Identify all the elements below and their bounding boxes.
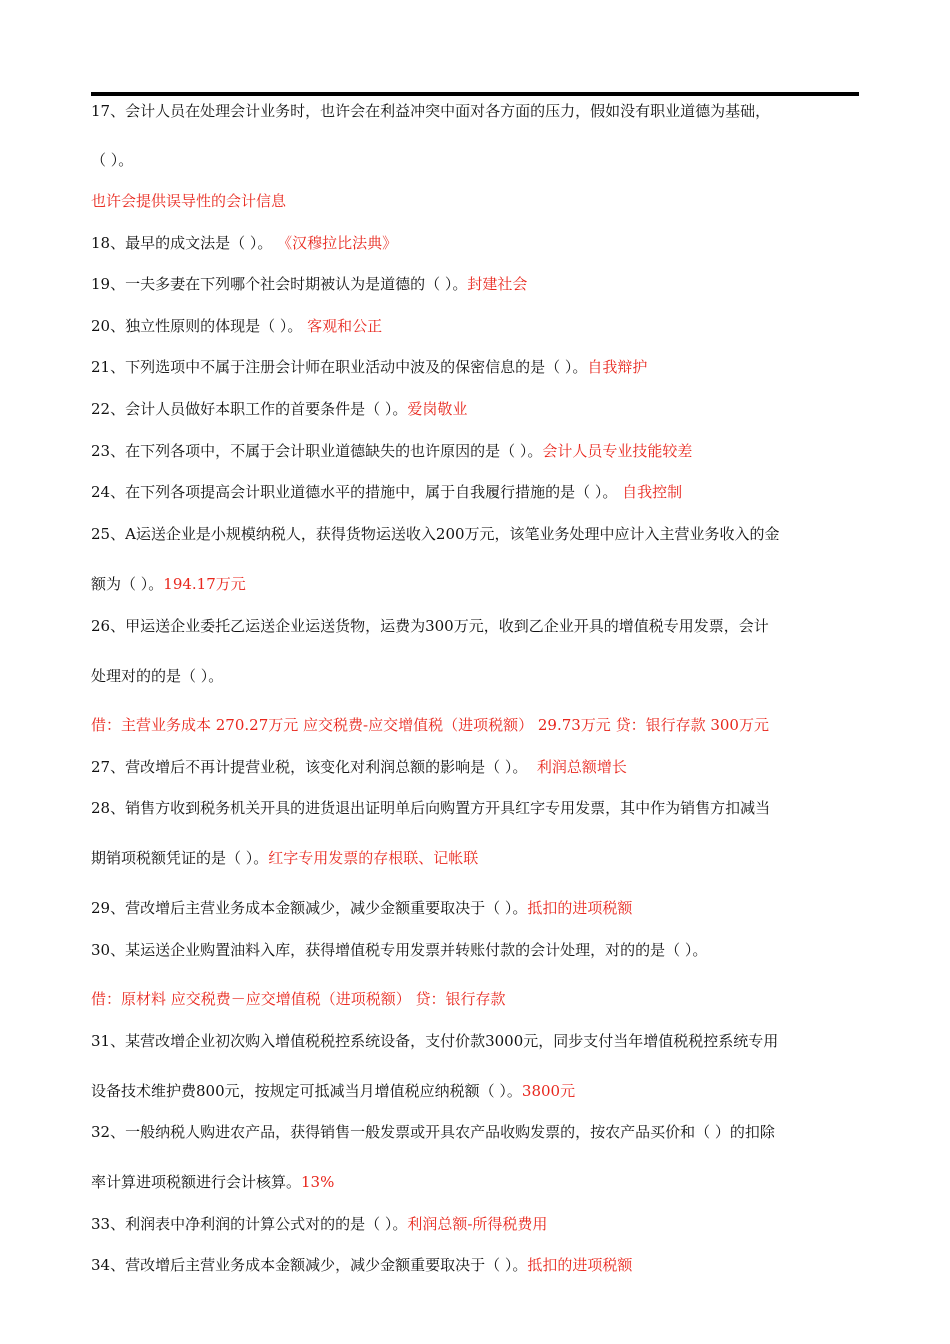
question-26 xyxy=(91,616,871,636)
question-24 xyxy=(91,482,871,502)
question-19 xyxy=(91,274,871,294)
question-17 xyxy=(91,101,871,121)
question-34 xyxy=(91,1255,871,1275)
answer-text: 13% xyxy=(301,1173,335,1191)
answer-text: 自我辩护 xyxy=(587,358,648,376)
answer-text: 194.17万元 xyxy=(163,575,246,593)
question-text: 29、营改增后主营业务成本金额减少，减少金额重要取决于（ ）。 xyxy=(91,899,528,917)
question-text: 率计算进项税额进行会计核算。 xyxy=(91,1173,302,1191)
question-text: 23、在下列各项中，不属于会计职业道德缺失的也许原因的是（ ）。 xyxy=(91,442,543,460)
question-text: 额为（ ）。 xyxy=(91,575,164,593)
answer-text: 《汉穆拉比法典》 xyxy=(277,234,398,252)
answer-text: 客观和公正 xyxy=(307,317,383,335)
question-31 xyxy=(91,1031,871,1051)
answer-text: 红字专用发票的存根联、记帐联 xyxy=(268,849,479,867)
question-text: 25、A运送企业是小规模纳税人，获得货物运送收入200万元，该笔业务处理中应计入主营业务收入的金 xyxy=(91,525,780,543)
question-text: 21、下列选项中不属于注册会计师在职业活动中波及的保密信息的是（ ）。 xyxy=(91,358,588,376)
answer-text: 封建社会 xyxy=(467,275,528,293)
question-25 xyxy=(91,524,871,544)
answer-30 xyxy=(91,989,871,1009)
answer-17 xyxy=(91,191,871,211)
question-text: 处理对的的是（ ）。 xyxy=(91,667,224,685)
answer-text: 自我控制 xyxy=(622,483,683,501)
question-text: 期销项税额凭证的是（ ）。 xyxy=(91,849,269,867)
question-text: 22、会计人员做好本职工作的首要条件是（ ）。 xyxy=(91,400,408,418)
answer-text: 借：主营业务成本 270.27万元 应交税费-应交增值税（进项税额） 29.73万元 贷：银行存款 300万元 xyxy=(91,716,769,734)
question-text: 设备技术维护费800元，按规定可抵减当月增值税应纳税额（ ）。 xyxy=(91,1082,522,1100)
question-text: 30、某运送企业购置油料入库，获得增值税专用发票并转账付款的会计处理，对的的是（ ）。 xyxy=(91,941,708,959)
question-text: 34、营改增后主营业务成本金额减少，减少金额重要取决于（ ）。 xyxy=(91,1256,528,1274)
question-text: 32、一般纳税人购进农产品，获得销售一般发票或开具农产品收购发票的，按农产品买价和（ ）的扣除 xyxy=(91,1123,775,1141)
question-text: 24、在下列各项提高会计职业道德水平的措施中，属于自我履行措施的是（ ）。 xyxy=(91,483,618,501)
question-18 xyxy=(91,233,871,253)
answer-text: 爱岗敬业 xyxy=(407,400,468,418)
question-28 xyxy=(91,798,871,818)
question-text: 18、最早的成文法是（ ）。 xyxy=(91,234,273,252)
question-21 xyxy=(91,357,871,377)
question-text: 17、会计人员在处理会计业务时，也许会在利益冲突中面对各方面的压力，假如没有职业道德为基础， xyxy=(91,102,771,120)
question-31-cont xyxy=(91,1081,871,1101)
question-28-cont xyxy=(91,848,871,868)
answer-text: 借：原材料 应交税费－应交增值税（进项税额） 贷：银行存款 xyxy=(91,990,506,1008)
answer-text: 利润总额增长 xyxy=(536,758,627,776)
question-text: 19、一夫多妻在下列哪个社会时期被认为是道德的（ ）。 xyxy=(91,275,468,293)
answer-text: 也许会提供误导性的会计信息 xyxy=(91,192,287,210)
answer-text: 会计人员专业技能较差 xyxy=(542,442,693,460)
question-text: 31、某营改增企业初次购入增值税税控系统设备，支付价款3000元，同步支付当年增值税税控系统专用 xyxy=(91,1032,779,1050)
question-22 xyxy=(91,399,871,419)
answer-text: 利润总额-所得税费用 xyxy=(407,1215,548,1233)
question-17-cont xyxy=(91,150,871,170)
question-text: 20、独立性原则的体现是（ ）。 xyxy=(91,317,303,335)
question-26-cont xyxy=(91,666,871,686)
answer-text: 抵扣的进项税额 xyxy=(527,899,633,917)
question-23 xyxy=(91,441,871,461)
question-text: 28、销售方收到税务机关开具的进货退出证明单后向购置方开具红字专用发票，其中作为销售方扣减当 xyxy=(91,799,771,817)
question-20 xyxy=(91,316,871,336)
question-32 xyxy=(91,1122,871,1142)
answer-26 xyxy=(91,715,871,735)
question-text: 26、甲运送企业委托乙运送企业运送货物，运费为300万元，收到乙企业开具的增值税专用发票，会计 xyxy=(91,617,769,635)
answer-text: 抵扣的进项税额 xyxy=(527,1256,633,1274)
top-rule xyxy=(91,92,859,96)
question-27 xyxy=(91,757,871,777)
question-text: 33、利润表中净利润的计算公式对的的是（ ）。 xyxy=(91,1215,408,1233)
question-25-cont xyxy=(91,574,871,594)
question-30 xyxy=(91,940,871,960)
question-text: 27、营改增后不再计提营业税，该变化对利润总额的影响是（ ）。 xyxy=(91,758,528,776)
answer-text: 3800元 xyxy=(521,1082,576,1100)
question-32-cont xyxy=(91,1172,871,1192)
question-text: （ ）。 xyxy=(91,151,134,169)
question-33 xyxy=(91,1214,871,1234)
question-29 xyxy=(91,898,871,918)
